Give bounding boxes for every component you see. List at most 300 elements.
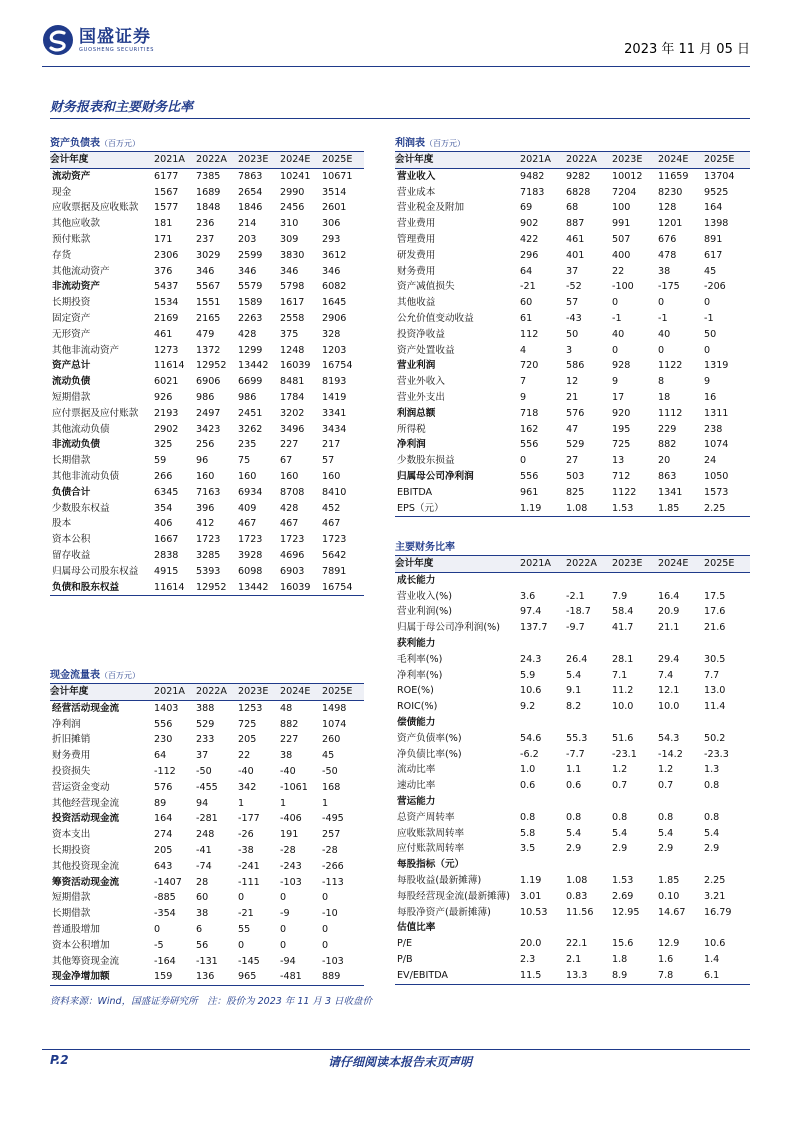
row-label: 其他流动负债	[52, 423, 110, 435]
row-label: 偿债能力	[397, 716, 436, 728]
value-cell: 12.95	[612, 906, 640, 918]
row-label: 非流动负债	[52, 439, 100, 451]
value-cell: 2456	[280, 202, 305, 214]
value-cell: 238	[704, 423, 723, 435]
value-cell: 75	[238, 455, 251, 467]
value-cell: 412	[196, 518, 215, 530]
value-cell: 556	[520, 439, 539, 451]
table-row	[50, 516, 364, 532]
table-row	[395, 826, 750, 842]
table-row	[395, 437, 750, 453]
value-cell: -206	[704, 281, 726, 293]
header-year-cell: 2024E	[280, 152, 322, 169]
row-label: 每股指标（元）	[397, 859, 465, 871]
value-cell: 1273	[154, 344, 179, 356]
value-cell	[704, 572, 750, 588]
table-row	[50, 358, 364, 374]
value-cell	[566, 794, 612, 810]
value-cell: 1122	[612, 486, 637, 498]
cash-flow-title: 现金流量表（百万元）	[50, 670, 140, 681]
value-cell: 3.6	[520, 590, 536, 602]
table-row	[395, 778, 750, 794]
row-label: 估值比率	[397, 922, 436, 934]
value-cell: 3514	[322, 186, 347, 198]
value-cell: 0	[704, 297, 711, 309]
value-cell: 576	[566, 407, 585, 419]
value-cell: 20.0	[520, 938, 542, 950]
value-cell: 40	[612, 328, 625, 340]
value-cell: 2169	[154, 312, 179, 324]
value-cell: 5393	[196, 565, 221, 577]
table-row	[50, 469, 364, 485]
table-row	[50, 811, 364, 827]
value-cell: 1645	[322, 297, 347, 309]
value-cell: 1.2	[658, 764, 674, 776]
row-label: 现金净增加额	[52, 971, 110, 983]
value-cell: 4	[520, 344, 527, 356]
table-row	[50, 859, 364, 875]
value-cell: 41.7	[612, 622, 634, 634]
row-label: 营业外收入	[397, 376, 445, 388]
value-cell: -164	[154, 955, 176, 967]
header-year-cell: 2021A	[520, 152, 566, 169]
value-cell	[612, 715, 658, 731]
value-cell: 100	[612, 202, 631, 214]
value-cell: 5437	[154, 281, 179, 293]
value-cell: 3.21	[704, 890, 726, 902]
value-cell: -41	[196, 844, 212, 856]
value-cell: 1372	[196, 344, 221, 356]
value-cell: 1341	[658, 486, 683, 498]
value-cell: 181	[154, 218, 173, 230]
value-cell	[566, 920, 612, 936]
value-cell: 45	[322, 750, 335, 762]
value-cell: 0.7	[612, 780, 628, 792]
value-cell: 1784	[280, 391, 305, 403]
value-cell: 9	[704, 376, 711, 388]
table-row	[395, 406, 750, 422]
value-cell: 293	[322, 233, 341, 245]
value-cell: 13442	[238, 360, 269, 372]
value-cell: 16	[704, 391, 717, 403]
row-label: 经营活动现金流	[52, 702, 120, 714]
table-row	[395, 952, 750, 968]
value-cell: 1.19	[520, 874, 542, 886]
value-cell: 986	[196, 391, 215, 403]
table-row	[395, 168, 750, 184]
header-year-cell: 2023E	[612, 152, 658, 169]
value-cell: 227	[280, 734, 299, 746]
value-cell: 354	[154, 502, 173, 514]
value-cell: 10.6	[704, 938, 726, 950]
value-cell: -9	[280, 908, 290, 920]
row-label: 预付账款	[52, 233, 91, 245]
value-cell: 203	[238, 233, 257, 245]
value-cell: 237	[196, 233, 215, 245]
table-row	[50, 922, 364, 938]
value-cell: 409	[238, 502, 257, 514]
value-cell: 507	[612, 233, 631, 245]
table-row	[395, 920, 750, 936]
row-label: 流动比率	[397, 764, 436, 776]
value-cell: 257	[322, 829, 341, 841]
value-cell: 346	[322, 265, 341, 277]
table-row	[50, 216, 364, 232]
value-cell: 2263	[238, 312, 263, 324]
value-cell: 2990	[280, 186, 305, 198]
value-cell: 5642	[322, 549, 347, 561]
row-label: EV/EBITDA	[397, 969, 448, 981]
value-cell: 1319	[704, 360, 729, 372]
value-cell: -28	[322, 844, 338, 856]
value-cell: 2906	[322, 312, 347, 324]
row-label: 营业税金及附加	[397, 202, 465, 214]
row-label: ROE(%)	[397, 685, 434, 697]
value-cell: 7	[520, 376, 527, 388]
value-cell	[566, 636, 612, 652]
value-cell: -2.1	[566, 590, 585, 602]
value-cell: 965	[238, 971, 257, 983]
value-cell: 1112	[658, 407, 683, 419]
value-cell: -112	[154, 765, 176, 777]
header-year-cell: 2024E	[280, 684, 322, 701]
value-cell: 0	[658, 297, 665, 309]
value-cell: -103	[280, 876, 302, 888]
value-cell: 1248	[280, 344, 305, 356]
value-cell: 229	[658, 423, 677, 435]
value-cell: 21.6	[704, 622, 726, 634]
table-header-row	[395, 556, 750, 573]
table-row	[50, 437, 364, 453]
value-cell: 9282	[566, 170, 591, 182]
row-label: 所得税	[397, 423, 426, 435]
value-cell	[520, 794, 566, 810]
value-cell: 328	[322, 328, 341, 340]
value-cell: 28.1	[612, 653, 634, 665]
value-cell: 21	[566, 391, 579, 403]
value-cell: 6177	[154, 170, 179, 182]
table-row	[395, 715, 750, 731]
table-row	[395, 358, 750, 374]
value-cell: 889	[322, 971, 341, 983]
value-cell	[658, 636, 704, 652]
value-cell: 882	[658, 439, 677, 451]
value-cell: 863	[658, 470, 677, 482]
value-cell: 13.3	[566, 969, 588, 981]
value-cell: 55.3	[566, 732, 588, 744]
value-cell: 1.8	[612, 953, 628, 965]
value-cell: -5	[154, 939, 164, 951]
row-label: 其他经营现金流	[52, 797, 120, 809]
row-label: 长期借款	[52, 455, 91, 467]
financial-ratios-block	[395, 540, 750, 985]
value-cell: 7863	[238, 170, 263, 182]
table-row	[395, 232, 750, 248]
value-cell: 406	[154, 518, 173, 530]
value-cell: 2558	[280, 312, 305, 324]
financial-ratios-table	[395, 555, 750, 985]
row-label: 净利率(%)	[397, 669, 443, 681]
value-cell: 13.0	[704, 685, 726, 697]
value-cell: 0	[154, 923, 161, 935]
value-cell: 260	[322, 734, 341, 746]
row-label: 投资净收益	[397, 328, 445, 340]
table-row	[50, 453, 364, 469]
value-cell: 529	[196, 718, 215, 730]
value-cell: 162	[520, 423, 539, 435]
header-label-cell: 会计年度	[50, 152, 154, 169]
value-cell: 2.25	[704, 502, 726, 514]
value-cell: 0.6	[566, 780, 582, 792]
balance-sheet-block	[50, 136, 364, 596]
source-footnote: 资料来源：Wind，国盛证券研究所 注：股价为 2023 年 11 月 3 日收盘价	[50, 996, 373, 1007]
report-date: 2023 年 11 月 05 日	[624, 42, 750, 57]
value-cell: -481	[280, 971, 302, 983]
value-cell: 718	[520, 407, 539, 419]
table-row	[395, 620, 750, 636]
value-cell: 9482	[520, 170, 545, 182]
header-year-cell: 2022A	[196, 152, 238, 169]
value-cell: 38	[196, 908, 209, 920]
logo-name-en: GUOSHENG SECURITIES	[79, 46, 155, 53]
value-cell: 503	[566, 470, 585, 482]
value-cell: 11.4	[704, 701, 726, 713]
table-row	[395, 683, 750, 699]
row-label: 净利润	[52, 718, 81, 730]
value-cell: 128	[658, 202, 677, 214]
table-row	[50, 764, 364, 780]
income-statement-block	[395, 136, 750, 517]
table-row	[50, 780, 364, 796]
value-cell: 5.4	[566, 827, 582, 839]
table-row	[50, 580, 364, 596]
value-cell: 5.4	[612, 827, 628, 839]
value-cell: 5.4	[658, 827, 674, 839]
value-cell	[520, 572, 566, 588]
value-cell: 1.3	[704, 764, 720, 776]
value-cell: 8708	[280, 486, 305, 498]
row-label: 归属母公司股东权益	[52, 565, 139, 577]
value-cell: 5567	[196, 281, 221, 293]
value-cell: 9.1	[566, 685, 582, 697]
table-row	[50, 700, 364, 716]
value-cell: 6903	[280, 565, 305, 577]
value-cell: 60	[520, 297, 533, 309]
table-row	[50, 875, 364, 891]
value-cell: 1573	[704, 486, 729, 498]
table-row	[50, 168, 364, 184]
value-cell: 825	[566, 486, 585, 498]
table-header-row	[395, 152, 750, 169]
value-cell: 1723	[238, 534, 263, 546]
value-cell: 8410	[322, 486, 347, 498]
row-label: 应收账款周转率	[397, 827, 465, 839]
row-label: 成长能力	[397, 574, 436, 586]
table-row	[50, 485, 364, 501]
table-row	[50, 264, 364, 280]
row-label: 短期借款	[52, 391, 91, 403]
page-number: P.2	[50, 1053, 69, 1067]
value-cell: 50	[704, 328, 717, 340]
row-label: ROIC(%)	[397, 701, 438, 713]
value-cell: 1.1	[566, 764, 582, 776]
value-cell: 0	[280, 939, 287, 951]
table-row	[395, 731, 750, 747]
value-cell: 16039	[280, 360, 311, 372]
value-cell: 160	[322, 470, 341, 482]
value-cell	[612, 636, 658, 652]
table-row	[395, 264, 750, 280]
value-cell: 1.4	[704, 953, 720, 965]
row-label: 非流动资产	[52, 281, 100, 293]
table-row	[395, 968, 750, 984]
value-cell	[566, 857, 612, 873]
table-row	[395, 422, 750, 438]
value-cell: 6699	[238, 376, 263, 388]
row-label: 营业外支出	[397, 391, 445, 403]
table-row	[50, 185, 364, 201]
value-cell: 400	[612, 249, 631, 261]
header-year-cell: 2025E	[704, 556, 750, 573]
table-row	[395, 652, 750, 668]
value-cell: 891	[704, 233, 723, 245]
row-label: 折旧摊销	[52, 734, 91, 746]
value-cell	[612, 920, 658, 936]
value-cell: 0.8	[612, 811, 628, 823]
value-cell: 205	[154, 844, 173, 856]
row-label: 资产减值损失	[397, 281, 455, 293]
row-label: 固定资产	[52, 312, 91, 324]
value-cell: 1589	[238, 297, 263, 309]
table-row	[395, 699, 750, 715]
value-cell: 346	[280, 265, 299, 277]
value-cell: 11.56	[566, 906, 594, 918]
value-cell: 1577	[154, 202, 179, 214]
row-label: 财务费用	[52, 750, 91, 762]
table-row	[395, 453, 750, 469]
value-cell: 0	[658, 344, 665, 356]
value-cell	[520, 636, 566, 652]
value-cell: 7183	[520, 186, 545, 198]
value-cell: 27	[566, 455, 579, 467]
header-year-cell: 2022A	[566, 152, 612, 169]
value-cell: 7.4	[658, 669, 674, 681]
value-cell: 159	[154, 971, 173, 983]
row-label: 归属母公司净利润	[397, 470, 474, 482]
value-cell: 3434	[322, 423, 347, 435]
table-header-row	[50, 684, 364, 701]
value-cell: 725	[612, 439, 631, 451]
value-cell: -43	[566, 312, 582, 324]
value-cell: -10	[322, 908, 338, 920]
value-cell: 1.0	[520, 764, 536, 776]
value-cell: 2902	[154, 423, 179, 435]
value-cell: 3202	[280, 407, 305, 419]
value-cell: 12	[566, 376, 579, 388]
row-label: 投资活动现金流	[52, 813, 120, 825]
value-cell: 1723	[322, 534, 347, 546]
value-cell: -14.2	[658, 748, 683, 760]
header-year-cell: 2021A	[520, 556, 566, 573]
value-cell: 529	[566, 439, 585, 451]
value-cell: 8.9	[612, 969, 628, 981]
value-cell: 422	[520, 233, 539, 245]
value-cell: 1.6	[658, 953, 674, 965]
value-cell: -495	[322, 813, 344, 825]
value-cell: 2.1	[566, 953, 582, 965]
row-label: 营业费用	[397, 218, 436, 230]
row-label: 资本公积	[52, 534, 91, 546]
value-cell: 1.85	[658, 874, 680, 886]
row-label: 流动资产	[52, 170, 91, 182]
header-divider	[42, 66, 750, 67]
value-cell: -38	[238, 844, 254, 856]
table-row	[395, 501, 750, 517]
table-row	[395, 200, 750, 216]
table-row	[395, 311, 750, 327]
value-cell: 961	[520, 486, 539, 498]
value-cell: 8.2	[566, 701, 582, 713]
row-label: 应付票据及应付账款	[52, 407, 139, 419]
value-cell: -1061	[280, 781, 308, 793]
table-row	[395, 636, 750, 652]
value-cell: -103	[322, 955, 344, 967]
value-cell: 7204	[612, 186, 637, 198]
value-cell: 556	[520, 470, 539, 482]
value-cell	[704, 715, 750, 731]
value-cell: 0	[280, 923, 287, 935]
row-label: 速动比率	[397, 780, 436, 792]
value-cell: 576	[154, 781, 173, 793]
value-cell	[658, 794, 704, 810]
value-cell: 1122	[658, 360, 683, 372]
value-cell: 50	[566, 328, 579, 340]
value-cell: 50.2	[704, 732, 726, 744]
table-row	[50, 501, 364, 517]
value-cell: 217	[322, 439, 341, 451]
company-logo	[42, 24, 154, 56]
value-cell: 6906	[196, 376, 221, 388]
value-cell: 396	[196, 502, 215, 514]
value-cell: 1	[238, 797, 245, 809]
table-row	[395, 343, 750, 359]
row-label: 应付账款周转率	[397, 843, 465, 855]
value-cell: 6828	[566, 186, 591, 198]
value-cell: 16.4	[658, 590, 680, 602]
value-cell: -113	[322, 876, 344, 888]
table-row	[50, 827, 364, 843]
value-cell: 10241	[280, 170, 311, 182]
row-label: 应收票据及应收账款	[52, 202, 139, 214]
value-cell: 0.83	[566, 890, 588, 902]
header-label-cell: 会计年度	[50, 684, 154, 701]
value-cell	[704, 636, 750, 652]
table-row	[395, 295, 750, 311]
value-cell: 22.1	[566, 938, 588, 950]
value-cell: 171	[154, 233, 173, 245]
value-cell: 7.8	[658, 969, 674, 981]
value-cell: 61	[520, 312, 533, 324]
table-row	[50, 717, 364, 733]
table-row	[50, 532, 364, 548]
value-cell: 1398	[704, 218, 729, 230]
value-cell: 57	[566, 297, 579, 309]
page-header	[42, 20, 750, 66]
balance-sheet-title: 资产负债表（百万元）	[50, 138, 140, 149]
value-cell: 5.9	[520, 669, 536, 681]
value-cell: 1299	[238, 344, 263, 356]
row-label: 营业收入(%)	[397, 590, 452, 602]
